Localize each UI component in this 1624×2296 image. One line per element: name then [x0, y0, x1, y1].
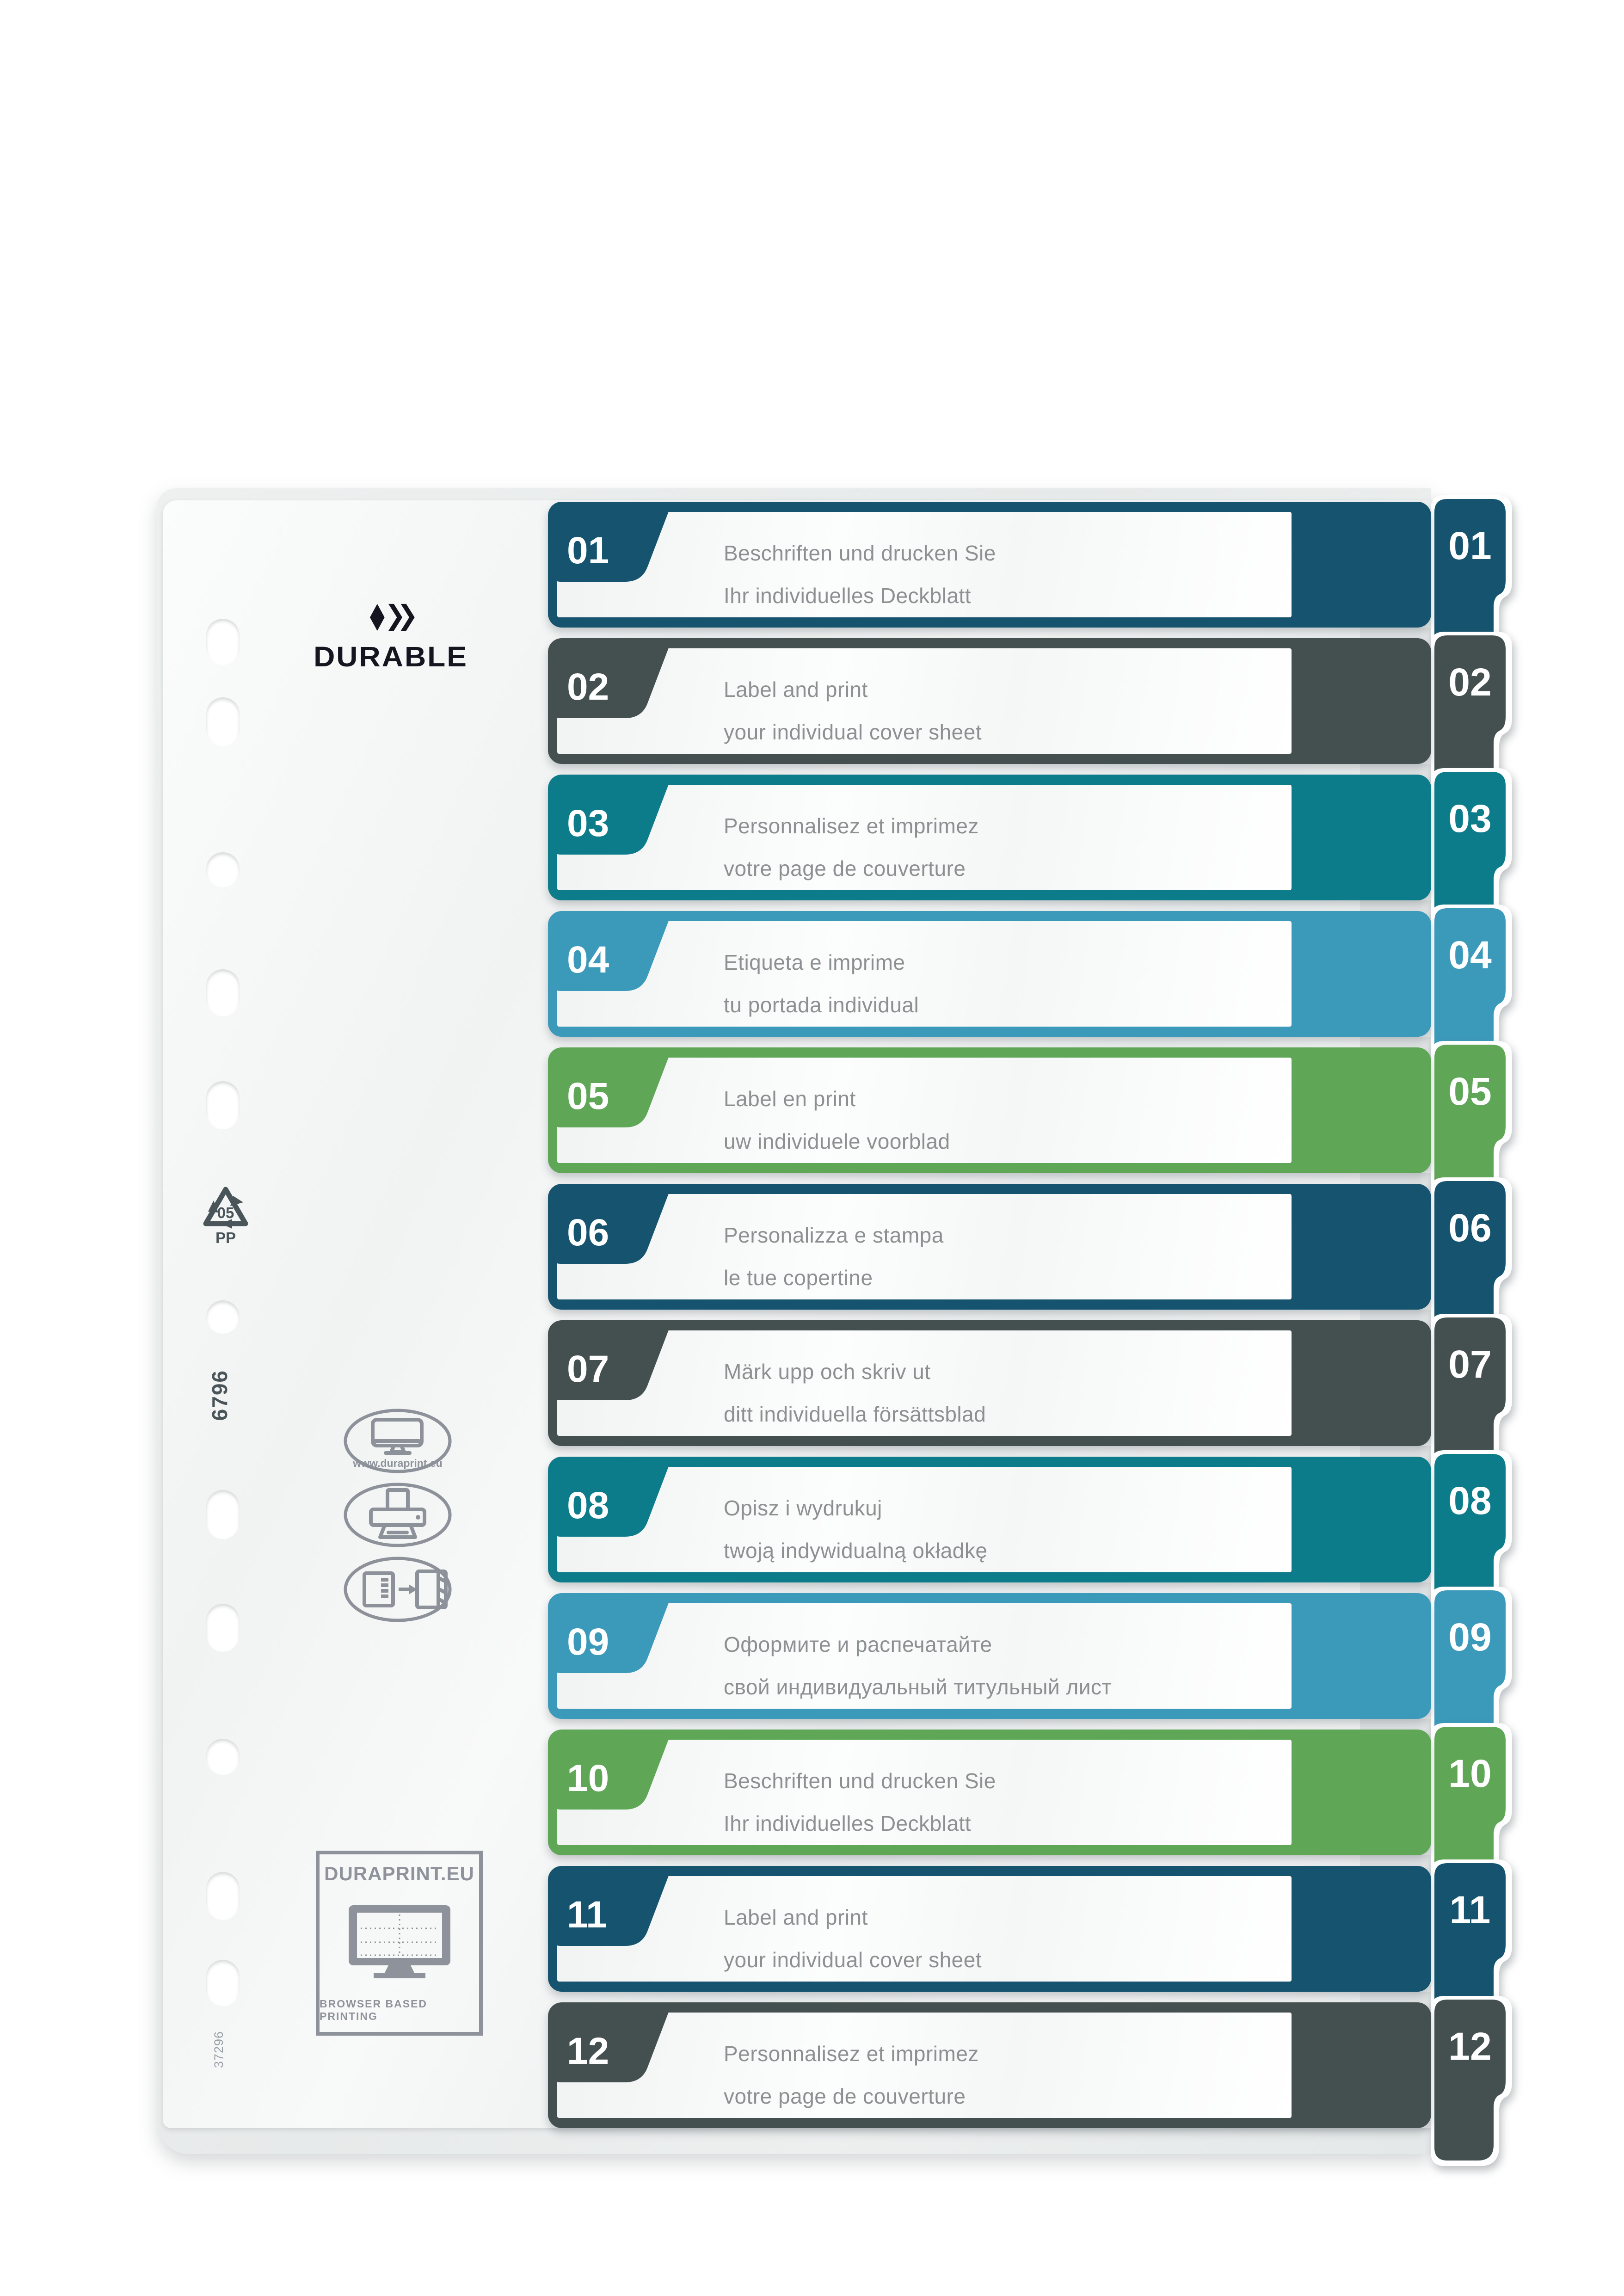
row-text-line1: Label and print — [724, 1905, 868, 1929]
tab-number: 06 — [1448, 1206, 1492, 1250]
row-bar — [548, 1457, 1431, 1582]
duraprint-subtitle: BROWSER BASED PRINTING — [320, 1998, 428, 2022]
punch-hole — [206, 619, 240, 665]
row-text-line2: tu portada individual — [724, 993, 919, 1017]
durable-logo-icon — [370, 603, 416, 632]
computer-monitor-icon — [343, 1409, 452, 1473]
divider-row — [548, 1593, 1514, 1719]
row-number-badge — [553, 648, 669, 718]
row-number: 11 — [567, 1894, 607, 1936]
row-number: 02 — [567, 666, 609, 708]
row-number-badge — [553, 1466, 669, 1537]
tab-number: 05 — [1448, 1070, 1492, 1113]
divider-row — [548, 1457, 1514, 1582]
punch-hole — [206, 1872, 240, 1920]
divider-row — [548, 1866, 1514, 1992]
tab-number: 09 — [1448, 1615, 1492, 1659]
tab-number: 01 — [1448, 524, 1492, 567]
row-text-line1: Märk upp och skriv ut — [724, 1360, 931, 1384]
row-text-line2: your individual cover sheet — [724, 1948, 982, 1972]
row-number-badge — [553, 1057, 669, 1127]
tab-number: 11 — [1449, 1888, 1491, 1932]
row-text-line2: le tue copertine — [724, 1266, 873, 1290]
row-number: 03 — [567, 802, 609, 844]
row-text-line1: Personalizza e stampa — [724, 1223, 944, 1247]
row-number-badge — [553, 784, 669, 855]
tab-number: 12 — [1448, 2025, 1492, 2068]
divider-row — [548, 1047, 1514, 1173]
punch-hole — [206, 969, 240, 1016]
row-number-badge — [553, 1876, 669, 1946]
row-text-line2: Ihr individuelles Deckblatt — [724, 1811, 972, 1835]
row-text-line1: Label and print — [724, 677, 868, 702]
divider-rows — [548, 502, 1514, 2134]
row-bar — [548, 775, 1431, 900]
printer-icon — [343, 1483, 452, 1547]
row-number-badge — [553, 1330, 669, 1400]
row-number: 06 — [567, 1212, 609, 1254]
recycle-number: 05 — [217, 1204, 234, 1221]
row-text-line1: Personnalisez et imprimez — [724, 814, 979, 838]
divider-row — [548, 1320, 1514, 1446]
tab-number: 07 — [1448, 1342, 1492, 1386]
row-text-line2: uw individuele voorblad — [724, 1129, 950, 1153]
row-text-line2: ditt individuella försättsblad — [724, 1402, 986, 1426]
row-number-badge — [553, 1194, 669, 1264]
punch-hole — [206, 1604, 240, 1652]
item-code: 6796 — [208, 1370, 232, 1421]
row-number: 10 — [567, 1757, 609, 1799]
row-bar — [548, 1593, 1431, 1719]
divider-row — [548, 502, 1514, 628]
punch-hole — [206, 697, 240, 746]
duraprint-title: DURAPRINT.EU — [324, 1863, 474, 1884]
row-number: 05 — [567, 1075, 609, 1117]
tab-number: 04 — [1448, 933, 1492, 977]
row-text-line1: Beschriften und drucken Sie — [724, 1769, 996, 1793]
row-text-line1: Beschriften und drucken Sie — [724, 541, 996, 565]
row-number-badge — [553, 921, 669, 991]
row-number: 01 — [567, 529, 609, 572]
punch-hole — [206, 1960, 240, 2006]
row-number-badge — [553, 1603, 669, 1673]
divider-row — [548, 1730, 1514, 1855]
row-bar — [548, 1047, 1431, 1173]
tab-number: 08 — [1448, 1479, 1492, 1522]
row-text-line2: Ihr individuelles Deckblatt — [724, 584, 972, 608]
index-tab — [1434, 2000, 1506, 2161]
row-number: 04 — [567, 939, 609, 981]
row-number-badge — [553, 511, 669, 582]
divider-row — [548, 638, 1514, 764]
brand-wordmark: DURABLE — [314, 640, 468, 673]
row-number: 08 — [567, 1484, 609, 1527]
punch-hole — [206, 1490, 240, 1539]
divider-row — [548, 775, 1514, 900]
row-text-line1: Opisz i wydrukuj — [724, 1496, 882, 1520]
divider-row — [548, 1184, 1514, 1310]
row-number: 07 — [567, 1348, 609, 1390]
recycling-pp-icon — [198, 1184, 253, 1247]
tab-number: 03 — [1448, 797, 1492, 840]
punch-hole — [206, 1739, 240, 1775]
divider-row — [548, 2002, 1514, 2128]
tab-number: 02 — [1448, 660, 1492, 704]
browser-print-monitor-icon — [344, 1902, 455, 1980]
row-bar — [548, 1866, 1431, 1992]
row-text-line1: Etiqueta e imprime — [724, 950, 905, 974]
row-bar — [548, 638, 1431, 764]
row-text-line2: twoją indywidualną okładkę — [724, 1539, 988, 1563]
row-text-line2: votre page de couverture — [724, 856, 966, 880]
sheet-to-register-icon — [343, 1557, 452, 1622]
duraprint-badge — [316, 1851, 483, 2036]
row-number-badge — [553, 1739, 669, 1810]
duraprint-url: www.duraprint.eu — [353, 1457, 443, 1469]
punch-hole — [206, 1081, 240, 1129]
punch-hole — [206, 1300, 240, 1334]
row-bar — [548, 911, 1431, 1037]
row-bar — [548, 2002, 1431, 2128]
divider-row — [548, 911, 1514, 1037]
print-code: 37296 — [212, 2031, 226, 2068]
row-text-line1: Personnalisez et imprimez — [724, 2042, 979, 2066]
row-bar — [548, 1730, 1431, 1855]
row-text-line1: Label en print — [724, 1087, 856, 1111]
row-text-line2: your individual cover sheet — [724, 720, 982, 744]
row-text-line2: свой индивидуальный титульный лист — [724, 1675, 1112, 1699]
row-number: 12 — [567, 2030, 609, 2072]
row-text-line1: Оформите и распечатайте — [724, 1632, 992, 1656]
recycle-material: PP — [215, 1229, 236, 1246]
punch-hole — [206, 852, 240, 887]
row-bar — [548, 1320, 1431, 1446]
row-bar — [548, 502, 1431, 628]
row-bar — [548, 1184, 1431, 1310]
row-number: 09 — [567, 1621, 609, 1663]
tab-number: 10 — [1448, 1752, 1492, 1795]
row-text-line2: votre page de couverture — [724, 2084, 966, 2108]
row-number-badge — [553, 2012, 669, 2082]
